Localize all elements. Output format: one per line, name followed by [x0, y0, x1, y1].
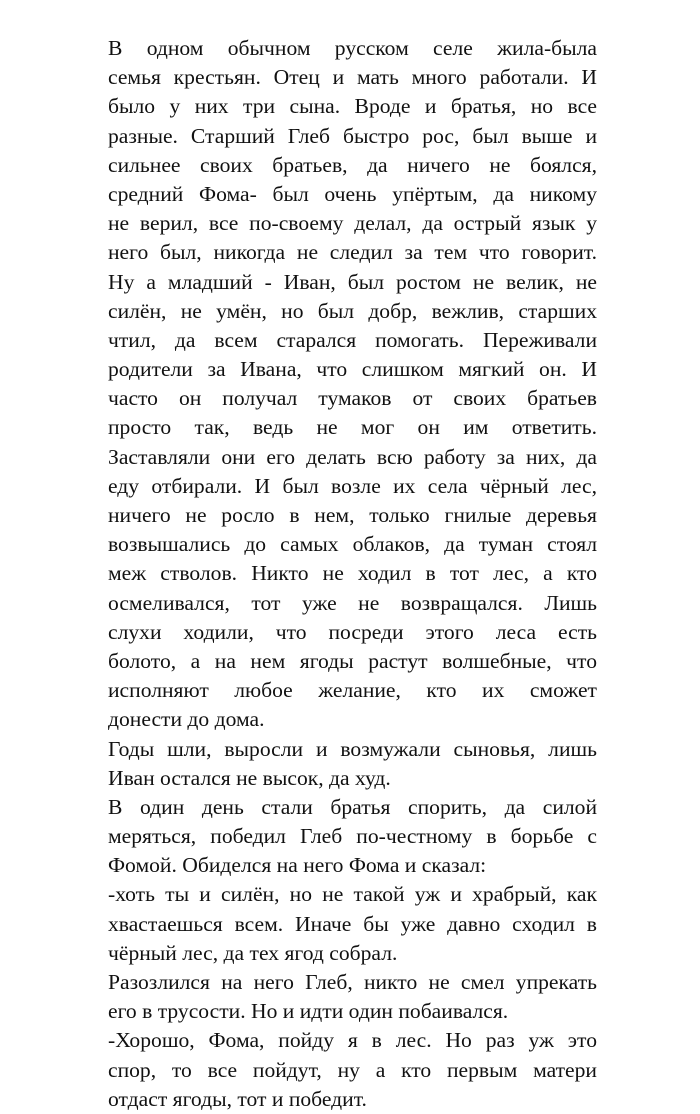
text-line: его в трусости. Но и идти один побаивался.	[108, 999, 509, 1024]
text-line: чёрный лес, да тех ягод собрал.	[108, 940, 398, 965]
paragraph	[108, 735, 597, 793]
text-line: спор, то все пойдут, ну а кто первым матери	[108, 1057, 597, 1082]
text-line: силён, не умён, но был добр, вежлив, старших	[108, 298, 597, 323]
text-line: него был, никогда не следил за тем что говорит.	[108, 240, 597, 265]
text-line: хвастаешься всем. Иначе бы уже давно сходил в	[108, 911, 597, 936]
text-line: слухи ходили, что посреди этого леса есть	[108, 619, 597, 644]
text-line: донести до дома.	[108, 707, 265, 732]
text-line: чтил, да всем старался помогать. Переживали	[108, 327, 597, 352]
text-line: исполняют любое желание, кто их сможет	[108, 678, 597, 703]
text-line: еду отбирали. И был возле их села чёрный лес,	[108, 473, 597, 498]
text-line: -хоть ты и силён, но не такой уж и храбрый, как	[108, 882, 597, 907]
text-line: просто так, ведь не мог он им ответить.	[108, 415, 597, 440]
text-line: В один день стали братья спорить, да силой	[108, 794, 597, 819]
paragraph	[108, 34, 597, 735]
text-line: средний Фома- был очень упёртым, да никому	[108, 181, 597, 206]
text-line: -Хорошо, Фома, пойду я в лес. Но раз уж это	[108, 1028, 597, 1053]
text-line: Годы шли, выросли и возмужали сыновья, лишь	[108, 736, 597, 761]
text-line: ничего не росло в нем, только гнилые деревья	[108, 503, 597, 527]
text-line: родители за Ивана, что слишком мягкий он. И	[108, 357, 597, 382]
text-line: было у них три сына. Вроде и братья, но все	[108, 94, 597, 119]
paragraph	[108, 880, 597, 968]
text-line: часто он получал тумаков от своих братьев	[108, 386, 597, 411]
text-line: болото, а на нем ягоды растут волшебные, что	[108, 648, 597, 673]
text-line: Ну а младший - Иван, был ростом не велик, не	[108, 269, 597, 294]
text-line: Иван остался не высок, да худ.	[108, 765, 391, 790]
text-line: возвышались до самых облаков, да туман стоял	[108, 532, 597, 557]
text-line: осмеливался, тот уже не возвращался. Лишь	[108, 590, 597, 615]
text-line: Заставляли они его делать всю работу за них, да	[108, 444, 597, 469]
text-line: меряться, победил Глеб по-честному в борьбе с	[108, 824, 597, 849]
text-line: семья крестьян. Отец и мать много работали. И	[108, 65, 597, 90]
text-line: отдаст ягоды, тот и победит.	[108, 1086, 367, 1111]
text-line: меж стволов. Никто не ходил в тот лес, а кто	[108, 561, 597, 586]
story-text	[108, 34, 597, 1114]
text-line: не верил, все по-своему делал, да острый язык у	[108, 211, 597, 236]
paragraph	[108, 1026, 597, 1114]
text-line: разные. Старший Глеб быстро рос, был выше и	[108, 123, 597, 148]
text-line: Разозлился на него Глеб, никто не смел упрекать	[108, 970, 597, 994]
paragraph	[108, 793, 597, 881]
text-line: В одном обычном русском селе жила-была	[108, 36, 597, 60]
paragraph	[108, 968, 597, 1026]
text-line: Фомой. Обиделся на него Фома и сказал:	[108, 853, 487, 878]
text-line: сильнее своих братьев, да ничего не боялся,	[108, 152, 597, 177]
